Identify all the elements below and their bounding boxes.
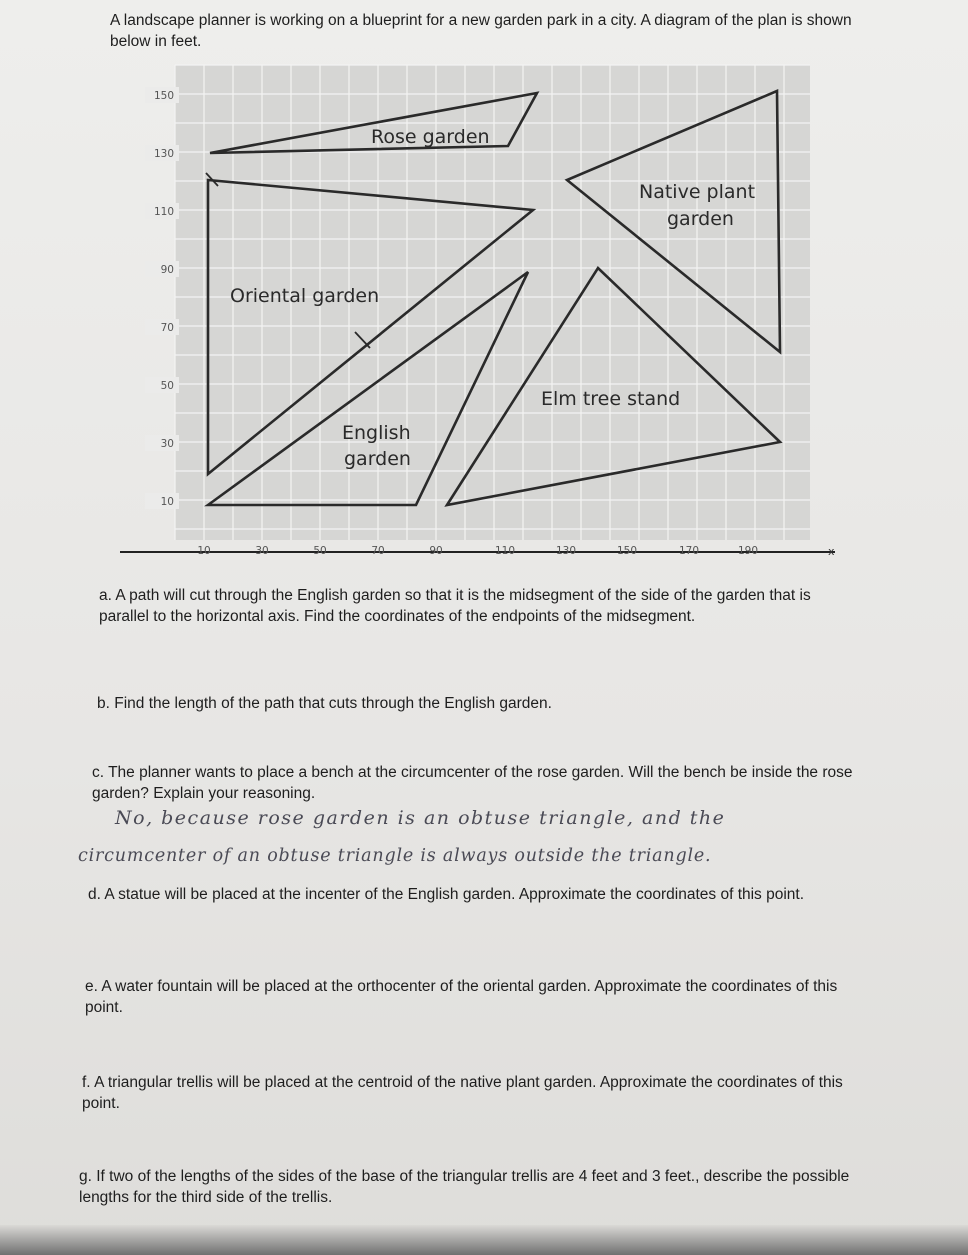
question-f: f. A triangular trellis will be placed at the centroid of the native plant garden. Approximate the coordinates of this point.: [82, 1074, 843, 1112]
x-axis-letter: x: [828, 545, 835, 558]
x-tick-150: 150: [616, 545, 638, 557]
native-plant-label-line1: Native plant: [639, 181, 756, 203]
question-c: c. The planner wants to place a bench at the circumcenter of the rose garden. Will the bench be inside the rose garden? Explain your reasoning.: [92, 764, 853, 802]
question-a: a. A path will cut through the English garden so that it is the midsegment of the side of the garden that is parallel to the horizontal axis. Find the coordinates of the endpoints of the midsegment.: [99, 587, 811, 625]
elm-tree-stand-label: Elm tree stand: [541, 388, 681, 410]
oriental-garden-label: Oriental garden: [230, 285, 380, 307]
handwritten-answer-c-line2: circumcenter of an obtuse triangle is always outside the triangle.: [78, 846, 712, 866]
y-tick-30: 30: [160, 438, 174, 450]
x-tick-190: 190: [737, 545, 759, 557]
rose-garden-label: Rose garden: [371, 126, 490, 148]
x-tick-90: 90: [429, 545, 443, 557]
x-tick-110: 110: [494, 545, 516, 557]
y-tick-10: 10: [160, 496, 174, 508]
question-d: d. A statue will be placed at the incenter of the English garden. Approximate the coordinates of this point.: [88, 886, 805, 903]
question-b: b. Find the length of the path that cuts through the English garden.: [97, 695, 552, 712]
question-g: g. If two of the lengths of the sides of the base of the triangular trellis are 4 feet and 3 feet., describe the possible lengths for the third side of the trellis.: [79, 1168, 850, 1206]
y-tick-90: 90: [160, 264, 174, 276]
x-tick-70: 70: [371, 545, 385, 557]
y-tick-130: 130: [153, 148, 174, 160]
page-edge-shadow: [0, 1225, 968, 1255]
y-tick-70: 70: [160, 322, 174, 334]
garden-plan-diagram: [100, 55, 860, 570]
english-garden-label-line1: English: [342, 422, 411, 444]
y-tick-110: 110: [153, 206, 174, 218]
question-e: e. A water fountain will be placed at the orthocenter of the oriental garden. Approximate the coordinates of this point.: [85, 978, 838, 1016]
native-plant-label-line2: garden: [667, 208, 734, 230]
x-tick-10: 10: [197, 545, 211, 557]
y-tick-150: 150: [153, 90, 174, 102]
english-garden-label-line2: garden: [344, 448, 411, 470]
x-tick-170: 170: [678, 545, 700, 557]
handwritten-answer-c-line1: No, because rose garden is an obtuse triangle, and the: [115, 807, 726, 829]
y-tick-50: 50: [160, 380, 174, 392]
x-tick-130: 130: [555, 545, 577, 557]
x-tick-50: 50: [313, 545, 327, 557]
intro-text: A landscape planner is working on a blueprint for a new garden park in a city. A diagram of the plan is shown below in feet.: [110, 12, 852, 50]
y-axis-labels: [145, 87, 179, 509]
x-tick-30: 30: [255, 545, 269, 557]
